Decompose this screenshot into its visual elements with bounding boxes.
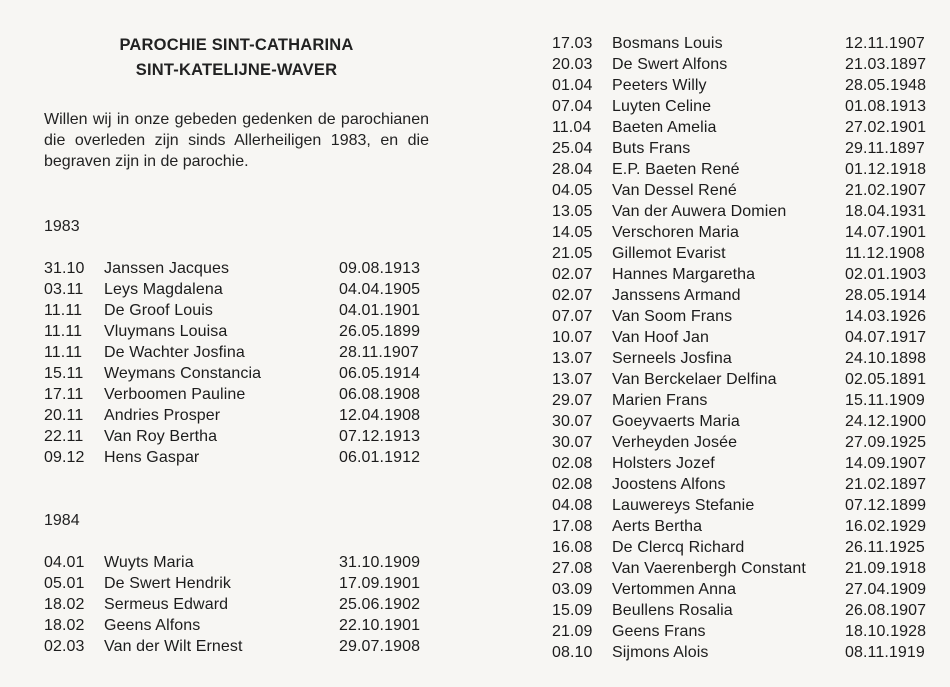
death-date: 30.07: [552, 413, 593, 430]
list-item: [552, 474, 942, 495]
list-item: [44, 300, 429, 321]
birth-date: 02.01.1903: [845, 266, 927, 283]
birth-date: 09.08.1913: [339, 260, 421, 277]
list-item: [552, 33, 942, 54]
death-date: 02.08: [552, 476, 593, 493]
birth-date: 04.04.1905: [339, 281, 421, 298]
death-date: 17.03: [552, 35, 593, 52]
birth-date: 31.10.1909: [339, 554, 421, 571]
deceased-name: Buts Frans: [612, 140, 691, 157]
deceased-name: De Wachter Josfina: [104, 344, 245, 361]
deceased-name: Verheyden Josée: [612, 434, 738, 451]
list-item: [552, 117, 942, 138]
death-date: 10.07: [552, 329, 593, 346]
birth-date: 06.08.1908: [339, 386, 421, 403]
birth-date: 26.11.1925: [845, 539, 925, 556]
deceased-name: Beullens Rosalia: [612, 602, 733, 619]
death-date: 13.05: [552, 203, 593, 220]
death-date: 03.09: [552, 581, 593, 598]
birth-date: 06.01.1912: [339, 449, 421, 466]
list-item: [552, 180, 942, 201]
list-item: [44, 279, 429, 300]
list-item: [44, 384, 429, 405]
death-date: 02.08: [552, 455, 593, 472]
list-item: [44, 321, 429, 342]
birth-date: 12.04.1908: [339, 407, 421, 424]
list-item: [552, 348, 942, 369]
list-item: [552, 537, 942, 558]
death-date: 29.07: [552, 392, 593, 409]
death-date: 22.11: [44, 428, 84, 445]
death-date: 20.03: [552, 56, 593, 73]
title-line-2: SINT-KATELIJNE-WAVER: [135, 61, 338, 79]
death-date: 31.10: [44, 260, 85, 277]
death-date: 15.11: [44, 365, 84, 382]
list-item: [552, 390, 942, 411]
birth-date: 12.11.1907: [845, 35, 925, 52]
birth-date: 14.07.1901: [845, 224, 927, 241]
year-heading-1984: 1984: [44, 512, 80, 529]
list-item: [552, 516, 942, 537]
list-item: [552, 495, 942, 516]
list-item: [552, 75, 942, 96]
death-date: 07.07: [552, 308, 593, 325]
list-item: [44, 636, 429, 657]
birth-date: 01.12.1918: [845, 161, 927, 178]
birth-date: 26.05.1899: [339, 323, 421, 340]
death-date: 04.01: [44, 554, 85, 571]
deceased-name: Peeters Willy: [612, 77, 707, 94]
deceased-name: De Swert Hendrik: [104, 575, 231, 592]
death-date: 17.11: [44, 386, 84, 403]
list-item: [552, 453, 942, 474]
list-item: [44, 426, 429, 447]
deceased-name: Holsters Jozef: [612, 455, 715, 472]
list-item: [44, 258, 429, 279]
deceased-name: De Clercq Richard: [612, 539, 745, 556]
deceased-name: Van der Wilt Ernest: [104, 638, 243, 655]
list-item: [552, 579, 942, 600]
deceased-name: De Swert Alfons: [612, 56, 728, 73]
birth-date: 26.08.1907: [845, 602, 927, 619]
list-item: [552, 243, 942, 264]
list-item: [44, 594, 429, 615]
year-heading-1983: 1983: [44, 218, 80, 235]
deceased-name: Goeyvaerts Maria: [612, 413, 740, 430]
death-date: 18.02: [44, 617, 85, 634]
death-date: 17.08: [552, 518, 593, 535]
death-date: 25.04: [552, 140, 593, 157]
birth-date: 06.05.1914: [339, 365, 421, 382]
birth-date: 15.11.1909: [845, 392, 925, 409]
birth-date: 22.10.1901: [339, 617, 421, 634]
page-title: [44, 33, 429, 83]
birth-date: 14.09.1907: [845, 455, 927, 472]
death-date: 11.11: [44, 323, 83, 340]
birth-date: 24.12.1900: [845, 413, 927, 430]
death-date: 09.12: [44, 449, 85, 466]
deceased-name: Geens Frans: [612, 623, 706, 640]
list-item: [552, 264, 942, 285]
birth-date: 18.04.1931: [845, 203, 927, 220]
death-list-1983: [44, 258, 429, 468]
death-date: 27.08: [552, 560, 593, 577]
list-item: [44, 552, 429, 573]
deceased-name: Verboomen Pauline: [104, 386, 246, 403]
death-date: 04.05: [552, 182, 593, 199]
death-date: 14.05: [552, 224, 593, 241]
death-date: 16.08: [552, 539, 593, 556]
deceased-name: Van Soom Frans: [612, 308, 733, 325]
birth-date: 08.11.1919: [845, 644, 925, 661]
birth-date: 11.12.1908: [845, 245, 925, 262]
deceased-name: Luyten Celine: [612, 98, 712, 115]
deceased-name: Van Berckelaer Delfina: [612, 371, 777, 388]
birth-date: 28.11.1907: [339, 344, 419, 361]
list-item: [552, 285, 942, 306]
death-date: 04.08: [552, 497, 593, 514]
deceased-name: Lauwereys Stefanie: [612, 497, 755, 514]
deceased-name: Geens Alfons: [104, 617, 201, 634]
birth-date: 14.03.1926: [845, 308, 927, 325]
birth-date: 27.09.1925: [845, 434, 927, 451]
death-date: 18.02: [44, 596, 85, 613]
death-date: 30.07: [552, 434, 593, 451]
deceased-name: Marien Frans: [612, 392, 708, 409]
birth-date: 29.07.1908: [339, 638, 421, 655]
death-date: 13.07: [552, 350, 593, 367]
death-date: 11.11: [44, 302, 83, 319]
deceased-name: Van der Auwera Domien: [612, 203, 787, 220]
deceased-name: Janssen Jacques: [104, 260, 230, 277]
birth-date: 17.09.1901: [339, 575, 421, 592]
deceased-name: Hannes Margaretha: [612, 266, 756, 283]
deceased-name: Serneels Josfina: [612, 350, 732, 367]
birth-date: 28.05.1914: [845, 287, 927, 304]
birth-date: 02.05.1891: [845, 371, 927, 388]
list-item: [552, 432, 942, 453]
deceased-name: Van Hoof Jan: [612, 329, 709, 346]
birth-date: 21.03.1897: [845, 56, 927, 73]
death-date: 05.01: [44, 575, 85, 592]
birth-date: 01.08.1913: [845, 98, 927, 115]
left-column: [44, 33, 429, 657]
deceased-name: Aerts Bertha: [612, 518, 703, 535]
list-item: [552, 201, 942, 222]
deceased-name: Sijmons Alois: [612, 644, 709, 661]
deceased-name: Van Vaerenbergh Constant: [612, 560, 806, 577]
death-date: 08.10: [552, 644, 593, 661]
list-item: [44, 342, 429, 363]
death-date: 01.04: [552, 77, 593, 94]
deceased-name: Baeten Amelia: [612, 119, 717, 136]
death-date: 13.07: [552, 371, 593, 388]
birth-date: 21.02.1907: [845, 182, 927, 199]
right-column: [552, 33, 942, 663]
deceased-name: Verschoren Maria: [612, 224, 739, 241]
birth-date: 29.11.1897: [845, 140, 925, 157]
deceased-name: Van Roy Bertha: [104, 428, 218, 445]
death-date: 02.07: [552, 266, 593, 283]
birth-date: 07.12.1913: [339, 428, 421, 445]
deceased-name: Bosmans Louis: [612, 35, 723, 52]
list-item: [552, 642, 942, 663]
list-item: [44, 405, 429, 426]
deceased-name: Joostens Alfons: [612, 476, 726, 493]
list-item: [552, 600, 942, 621]
list-item: [552, 159, 942, 180]
list-item: [552, 327, 942, 348]
deceased-name: Gillemot Evarist: [612, 245, 726, 262]
death-date: 15.09: [552, 602, 593, 619]
death-date: 28.04: [552, 161, 593, 178]
deceased-name: Vertommen Anna: [612, 581, 737, 598]
birth-date: 04.01.1901: [339, 302, 421, 319]
death-date: 02.07: [552, 287, 593, 304]
list-item: [552, 369, 942, 390]
birth-date: 25.06.1902: [339, 596, 421, 613]
list-item: [44, 363, 429, 384]
deceased-name: Weymans Constancia: [104, 365, 262, 382]
deceased-name: De Groof Louis: [104, 302, 214, 319]
list-item: [552, 222, 942, 243]
death-date: 02.03: [44, 638, 85, 655]
birth-date: 21.09.1918: [845, 560, 927, 577]
deceased-name: Vluymans Louisa: [104, 323, 228, 340]
birth-date: 16.02.1929: [845, 518, 927, 535]
birth-date: 27.04.1909: [845, 581, 927, 598]
death-date: 11.04: [552, 119, 592, 136]
death-list-1984-part1: [44, 552, 429, 657]
deceased-name: Hens Gaspar: [104, 449, 200, 466]
deceased-name: Leys Magdalena: [104, 281, 223, 298]
death-date: 21.09: [552, 623, 593, 640]
birth-date: 04.07.1917: [845, 329, 927, 346]
deceased-name: Andries Prosper: [104, 407, 221, 424]
birth-date: 27.02.1901: [845, 119, 927, 136]
list-item: [44, 447, 429, 468]
birth-date: 21.02.1897: [845, 476, 927, 493]
death-date: 11.11: [44, 344, 83, 361]
title-line-1: PAROCHIE SINT-CATHARINA: [119, 36, 354, 54]
list-item: [44, 615, 429, 636]
death-date: 21.05: [552, 245, 593, 262]
list-item: [552, 54, 942, 75]
deceased-name: Janssens Armand: [612, 287, 741, 304]
death-date: 03.11: [44, 281, 84, 298]
list-item: [552, 411, 942, 432]
death-date: 20.11: [44, 407, 84, 424]
deceased-name: E.P. Baeten René: [612, 161, 740, 178]
birth-date: 18.10.1928: [845, 623, 927, 640]
deceased-name: Wuyts Maria: [104, 554, 194, 571]
birth-date: 28.05.1948: [845, 77, 927, 94]
list-item: [552, 96, 942, 117]
death-list-1984-part2: [552, 33, 942, 663]
list-item: [552, 558, 942, 579]
birth-date: 24.10.1898: [845, 350, 927, 367]
death-date: 07.04: [552, 98, 593, 115]
list-item: [552, 621, 942, 642]
birth-date: 07.12.1899: [845, 497, 927, 514]
list-item: [552, 138, 942, 159]
intro-paragraph: Willen wij in onze gebeden gedenken de parochianen die overleden zijn sinds Allerheiligen 1983, en die begraven zijn in de parochie.: [44, 111, 429, 170]
list-item: [552, 306, 942, 327]
deceased-name: Sermeus Edward: [104, 596, 229, 613]
deceased-name: Van Dessel René: [612, 182, 737, 199]
list-item: [44, 573, 429, 594]
